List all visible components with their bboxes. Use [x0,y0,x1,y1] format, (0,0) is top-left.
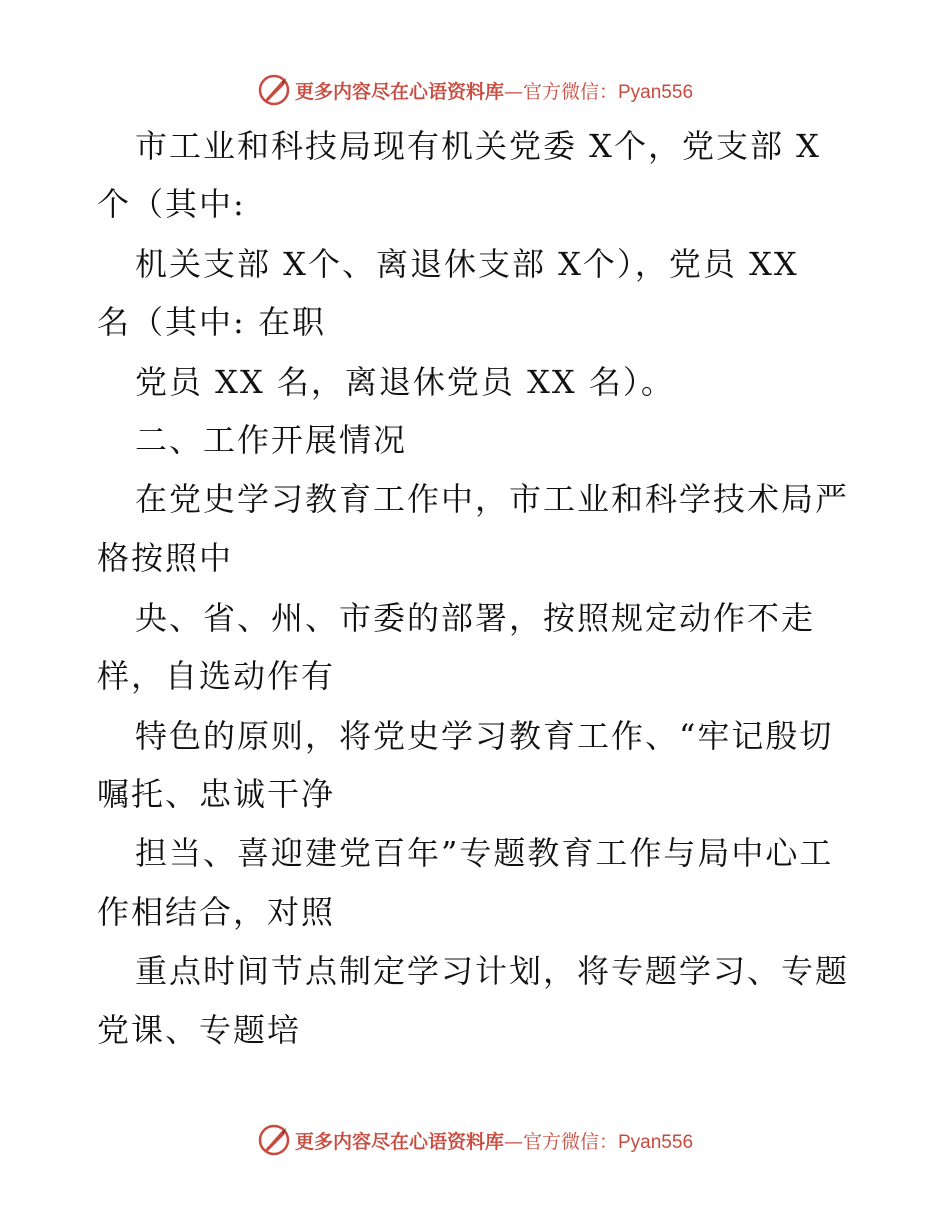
watermark-banner-bottom [0,1120,950,1160]
body-line: 名（其中: 在职 [97,303,326,341]
watermark-dash: — [503,1130,523,1153]
body-line: 嘱托、忠诚干净 [97,775,336,813]
watermark-handle: Pyan556 [618,1131,694,1153]
watermark-text [295,77,693,104]
watermark-tail: 官方微信： [522,1130,618,1153]
body-line: 特色的原则，将党史学习教育工作、“牢记殷切 [135,717,834,755]
body-line: 机关支部 X个、离退休支部 X个），党员 XX [135,245,799,283]
body-line: 重点时间节点制定学习计划，将专题学习、专题 [135,952,850,990]
body-line: 个（其中: [97,185,246,223]
watermark-lead: 更多内容尽在心语资料库 [294,1130,504,1153]
watermark-text [295,1127,693,1154]
body-line: 作相结合，对照 [97,893,336,931]
quill-pen-circle-icon [257,73,291,107]
watermark-handle: Pyan556 [618,81,694,103]
body-line: 样，自选动作有 [97,657,336,695]
watermark-banner-top [0,70,950,110]
watermark-dash: — [503,80,523,103]
body-line: 党课、专题培 [97,1011,302,1049]
body-line: 党员 XX 名，离退休党员 XX 名）。 [135,363,675,401]
body-line: 市工业和科技局现有机关党委 X个，党支部 X [135,127,821,165]
body-line: 担当、喜迎建党百年”专题教育工作与局中心工 [135,834,834,872]
watermark-lead: 更多内容尽在心语资料库 [294,80,504,103]
body-line: 格按照中 [97,539,234,577]
quill-pen-circle-icon [257,1123,291,1157]
body-line: 在党史学习教育工作中，市工业和科学技术局严 [135,480,850,518]
watermark-tail: 官方微信： [522,80,618,103]
body-line: 央、省、州、市委的部署，按照规定动作不走 [135,599,816,637]
section-heading: 二、工作开展情况 [135,421,408,459]
